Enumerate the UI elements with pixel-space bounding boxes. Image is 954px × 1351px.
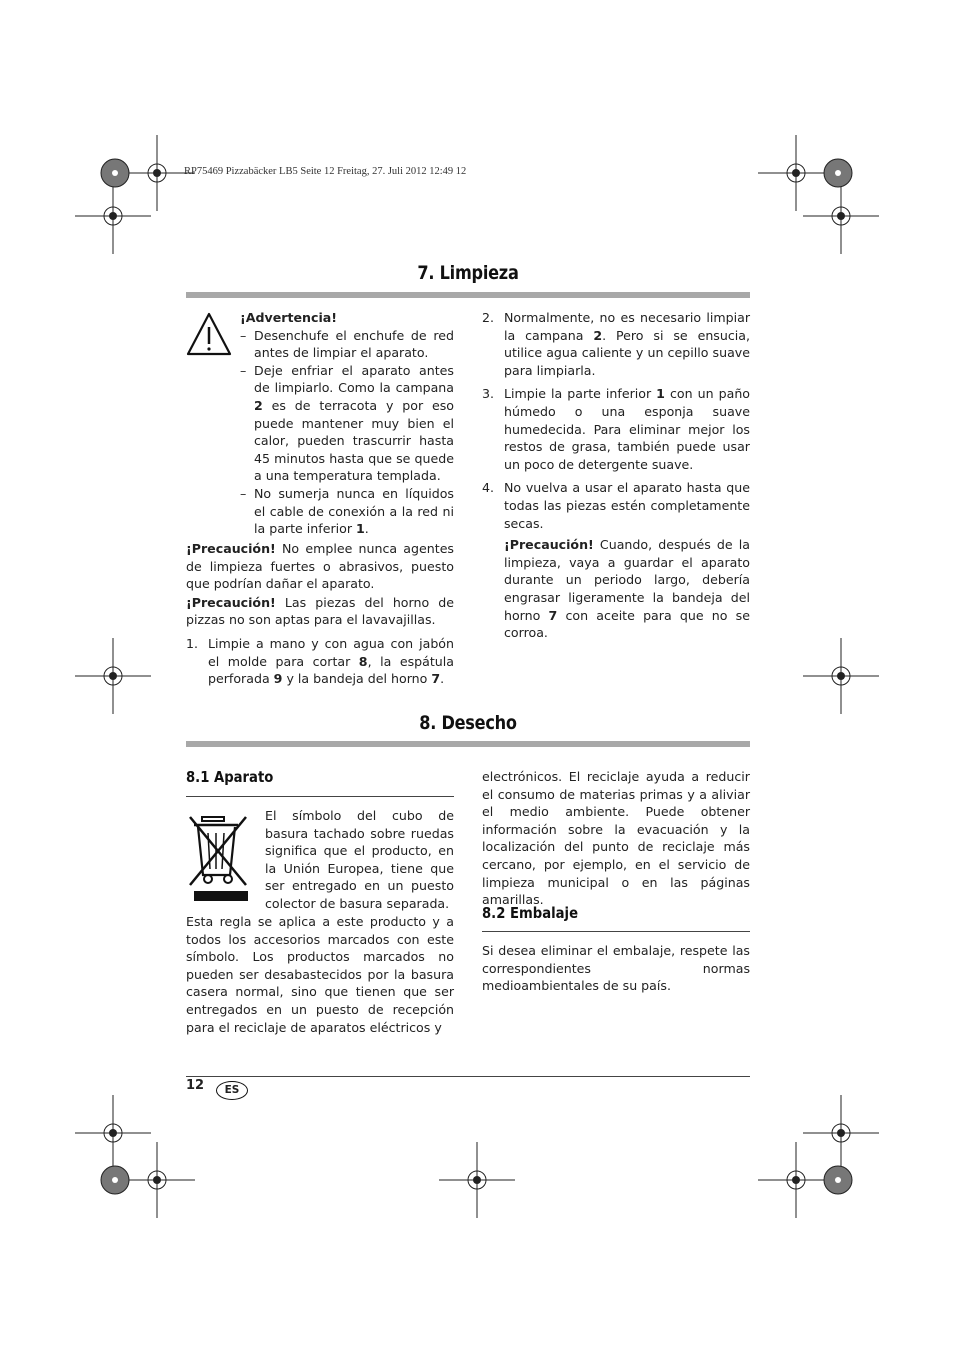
- subsection-rule: [482, 931, 750, 932]
- step-2: 2. Normalmente, no es necesario limpiar la campana 2. Pero si se ensucia, utilice agua caliente y un cepillo suave para limpiarla.: [482, 310, 750, 378]
- warning-item: – Desenchufe el enchufe de red antes de limpiar el aparato.: [240, 327, 454, 362]
- warning-item: – Deje enfriar el aparato antes de limpiarlo. Como la campana 2 es de terracota y por eso puede mantener muy bien el calor, pueden trascurrir hasta 45 minutos hasta que se quede a una temperatura templada.: [240, 362, 454, 485]
- caution-paragraph: ¡Precaución! No emplee nunca agentes de limpieza fuertes o abrasivos, puesto que podrían dañar el aparato.: [186, 541, 454, 592]
- page-number: 12: [186, 1078, 205, 1093]
- subsection-rule: [186, 796, 454, 797]
- section-bar: [186, 741, 750, 747]
- left-column-text: [186, 540, 454, 688]
- print-slug: RP75469 Pizzabäcker LB5 Seite 12 Freitag, 27. Juli 2012 12:49 12: [184, 166, 467, 177]
- subsection-title-embalaje: 8.2 Embalaje: [482, 904, 579, 922]
- warning-item: – No sumerja nunca en líquidos el cable de conexión a la red ni la parte inferior 1.: [240, 485, 454, 538]
- section-bar: [186, 292, 750, 298]
- footer-rule: [186, 1076, 750, 1077]
- caution-paragraph: ¡Precaución! Las piezas del horno de pizzas no son aptas para el lavavajillas.: [186, 594, 454, 628]
- right-column-text: [482, 309, 750, 642]
- language-badge: ES: [216, 1081, 248, 1100]
- step-4: 4. No vuelva a usar el aparato hasta que todas las piezas estén completamente secas.: [482, 480, 750, 531]
- warning-block: [240, 309, 454, 538]
- warning-title: ¡Advertencia!: [240, 310, 338, 325]
- crossed-bin-icon: [188, 813, 254, 901]
- embalaje-text: Si desea eliminar el embalaje, respete las correspondientes normas medioambientales de su país.: [482, 943, 750, 994]
- section-title-desecho: 8. Desecho: [419, 712, 517, 734]
- warning-triangle-icon: [186, 311, 232, 357]
- aparato-text: Esta regla se aplica a este producto y a todos los accesorios marcados con este símbolo. Los productos marcados no pueden ser desabastecidos por la basura casera normal, sino que tienen que ser entregados en un puesto de recepción para el reciclaje de aparatos eléctricos y: [186, 914, 454, 1035]
- aparato-text-continued: electrónicos. El reciclaje ayuda a reducir el consumo de materias primas y a aliviar el medio ambiente. Puede obtener información sobre la evacuación y la localización del punto de reciclaje más cercano, por ejemplo, en el servicio de limpieza municipal o en las páginas amarillas.: [482, 769, 750, 908]
- step-3: 3. Limpie la parte inferior 1 con un paño húmedo o una esponja suave humedecida. Para eliminar mejor los restos de grasa, también puede usar un poco de detergente suave.: [482, 386, 751, 472]
- caution-paragraph: ¡Precaución! Cuando, después de la limpieza, vaya a guardar el aparato durante un periodo largo, debería engrasar ligeramente la bandeja del horno 7 con aceite para que no se corroa.: [504, 537, 750, 641]
- aparato-text-wrap: El símbolo del cubo de basura tachado sobre ruedas significa que el producto, en la Unión Europea, tiene que ser entregado en un puesto colector de basura separada.: [265, 808, 454, 911]
- step-1: 1. Limpie a mano y con agua con jabón el molde para cortar 8, la espátula perforada 9 y la bandeja del horno 7.: [186, 635, 454, 687]
- section-title-limpieza: 7. Limpieza: [417, 262, 519, 284]
- subsection-title-aparato: 8.1 Aparato: [186, 768, 274, 786]
